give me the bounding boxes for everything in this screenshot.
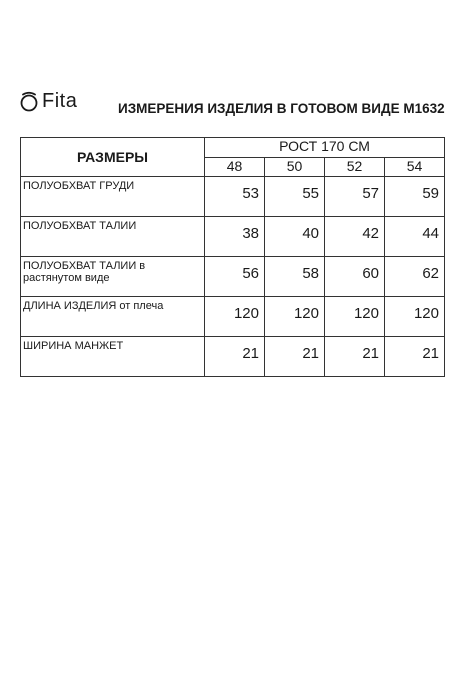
measurement-value: 38 [205,217,265,257]
header-row-1 [21,138,445,158]
measurement-value: 21 [265,337,325,377]
measurement-value: 120 [265,297,325,337]
table-row [21,337,445,377]
measurement-value: 21 [325,337,385,377]
measurement-value: 120 [385,297,445,337]
size-table [20,137,445,377]
measurement-value: 21 [385,337,445,377]
measurement-value: 44 [385,217,445,257]
measurement-value: 62 [385,257,445,297]
measurement-label: ПОЛУОБХВАТ ТАЛИИ [21,217,205,257]
size-header-cell: 48 [205,157,265,177]
measurement-value: 53 [205,177,265,217]
document-title: ИЗМЕРЕНИЯ ИЗДЕЛИЯ В ГОТОВОМ ВИДЕ М1632 [118,101,445,116]
table-row [21,257,445,297]
size-header-cell: 52 [325,157,385,177]
table-row [21,177,445,217]
height-header: РОСТ 170 СМ [205,138,445,158]
brand-logo [18,90,77,112]
measurement-label: ДЛИНА ИЗДЕЛИЯ от плеча [21,297,205,337]
measurement-label: ШИРИНА МАНЖЕТ [21,337,205,377]
measurement-label: ПОЛУОБХВАТ ГРУДИ [21,177,205,217]
measurement-value: 60 [325,257,385,297]
table-row [21,217,445,257]
measurement-value: 120 [325,297,385,337]
measurement-value: 120 [205,297,265,337]
measurement-value: 40 [265,217,325,257]
sizes-header: РАЗМЕРЫ [21,138,205,177]
measurement-value: 58 [265,257,325,297]
measurement-value: 59 [385,177,445,217]
measurement-value: 55 [265,177,325,217]
fita-logo-icon [18,90,40,112]
size-header-cell: 50 [265,157,325,177]
measurement-value: 57 [325,177,385,217]
size-header-cell: 54 [385,157,445,177]
table-row [21,297,445,337]
measurement-value: 42 [325,217,385,257]
measurement-label: ПОЛУОБХВАТ ТАЛИИ в растянутом виде [21,257,205,297]
logo-text: Fita [42,90,78,112]
measurement-value: 21 [205,337,265,377]
measurement-value: 56 [205,257,265,297]
